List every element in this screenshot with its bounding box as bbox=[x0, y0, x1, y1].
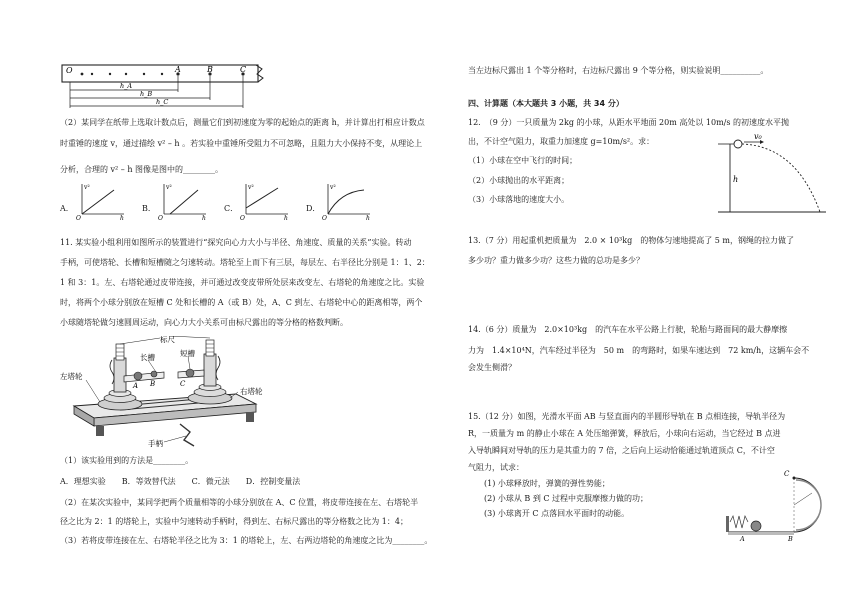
graph-b-origin: O bbox=[158, 215, 163, 220]
q11-line5: 小球随塔轮做匀速圆周运动，向心力大小关系可由标尺露出的等分格的格数判断。 bbox=[60, 318, 348, 327]
q15-line3: 入导轨瞬间对导轨的压力是其重力的 7 倍，之后向上运动恰能通过轨道顶点 C，不计空 bbox=[468, 446, 775, 455]
q11-part1: （1）该实验用到的方法是________。 bbox=[60, 456, 194, 465]
q14-line3: 会发生侧滑？ bbox=[468, 363, 516, 372]
graph-option-a-label: A． bbox=[60, 204, 74, 213]
graph-option-c-label: C． bbox=[224, 204, 239, 213]
q15-line1: 15.（12 分）如图，光滑水平面 AB 与竖直面内的半圆形导轨在 B 点相连接，导轨半径为 bbox=[468, 412, 786, 421]
label-a: A bbox=[133, 382, 139, 390]
graph-options bbox=[60, 182, 370, 222]
q15-part3: (3) 小球离开 C 点落回水平面时的动能。 bbox=[484, 509, 630, 518]
graph-b-xlabel: h bbox=[202, 215, 206, 220]
spring bbox=[730, 516, 748, 528]
graph-c-ylabel: v² bbox=[248, 184, 254, 191]
graph-d-ylabel: v² bbox=[330, 184, 336, 191]
graph-option-b-label: B． bbox=[142, 204, 156, 213]
graph-d-plot bbox=[322, 182, 372, 220]
label-right-wheel: 右塔轮 bbox=[240, 387, 263, 396]
q11-line3: 1 和 3：1。左、右塔轮通过皮带连接，并可通过改变皮带所处层来改变左、右塔轮的角速度之比。实验 bbox=[60, 278, 425, 287]
q12-line1: 12. （9 分）一只质量为 2kg 的小球，从距水平地面 20m 高处以 10m/s 的初速度水平抛 bbox=[468, 118, 790, 127]
tape-dim-ha: h_A bbox=[120, 82, 133, 90]
graph-d-xlabel: h bbox=[366, 215, 370, 220]
tape-dim-hc: h_C bbox=[156, 98, 169, 106]
label-left-wheel: 左塔轮 bbox=[60, 372, 83, 381]
q12-part3: （3）小球落地的速度大小。 bbox=[468, 195, 570, 204]
label-v0: v₀ bbox=[754, 132, 762, 141]
tape-label-o: O bbox=[66, 66, 73, 75]
carry-over-text: 当左边标尺露出 1 个等分格时，右边标尺露出 9 个等分格，则实验说明__________。 bbox=[468, 66, 769, 75]
semicircle-track bbox=[794, 478, 821, 532]
graph-a-xlabel: h bbox=[120, 215, 124, 220]
ball bbox=[734, 140, 742, 148]
tape-torn-end bbox=[256, 65, 263, 82]
q15-part2: (2) 小球从 B 到 C 过程中克服摩擦力做的功； bbox=[484, 494, 649, 503]
tape-label-a: A bbox=[175, 65, 181, 74]
graph-b-plot bbox=[158, 182, 208, 220]
graph-a-plot bbox=[76, 182, 126, 220]
graph-d-origin: O bbox=[322, 215, 327, 220]
q11-line2: 手柄，可使塔轮、长槽和短槽随之匀速转动。塔轮至上而下有三层，每层左、右半径比分别是 1：1、2： bbox=[60, 258, 430, 267]
label-b-point: B bbox=[788, 535, 793, 542]
label-c-point: C bbox=[784, 470, 790, 478]
q15-part1: (1) 小球释放时，弹簧的弹性势能； bbox=[484, 479, 610, 488]
tape-dim-hb: h_B bbox=[140, 90, 153, 98]
q15-line2: R，一质量为 m 的静止小球在 A 处压缩弹簧，释放后，小球向右运动，当它经过 B 点进 bbox=[468, 429, 781, 438]
graph-c-plot bbox=[240, 182, 290, 220]
q11-part1-options: A．理想实验 B．等效替代法 C．微元法 D．控制变量法 bbox=[60, 477, 301, 486]
q14-line2: 力为 1.4×10⁴N，汽车经过半径为 50 m 的弯路时，如果车速达到 72 km/h，这辆车会不 bbox=[468, 346, 810, 355]
q12-part2: （2）小球抛出的水平距离； bbox=[468, 176, 570, 185]
q11-part2-line1: （2）在某次实验中，某同学把两个质量相等的小球分别放在 A、C 位置，将皮带连接在左、右塔轮半 bbox=[60, 498, 419, 507]
section-4-title: 四、计算题（本大题共 3 小题，共 34 分） bbox=[468, 99, 624, 108]
label-a-point: A bbox=[740, 535, 745, 542]
q12-line2: 出，不计空气阻力，取重力加速度 g=10m/s²。求： bbox=[468, 137, 655, 146]
q14-line1: 14.（6 分）质量为 2.0×10³kg 的汽车在水平公路上行驶，轮胎与路面间的最大静摩擦 bbox=[468, 325, 788, 334]
projectile-figure bbox=[716, 132, 828, 216]
graph-a-ylabel: v² bbox=[84, 184, 90, 191]
q11-part2-line2: 径之比为 2：1 的塔轮上，实验中匀速转动手柄时，得到左、右标尺露出的等分格数之比为 1：4； bbox=[60, 517, 408, 526]
trajectory bbox=[742, 144, 820, 212]
graph-option-d-label: D． bbox=[306, 204, 321, 213]
graph-b-ylabel: v² bbox=[166, 184, 172, 191]
ball-c bbox=[186, 369, 194, 377]
label-short-slot: 短槽 bbox=[180, 349, 195, 358]
graph-c-xlabel: h bbox=[284, 215, 288, 220]
q11-part3: （3）若将皮带连接在左、右塔轮半径之比为 3：1 的塔轮上，左、右两边塔轮的角速度之比为________。 bbox=[60, 536, 433, 545]
label-c: C bbox=[180, 380, 186, 388]
q15-line4: 气阻力，试求： bbox=[468, 463, 524, 472]
label-ruler: 标尺 bbox=[160, 336, 175, 344]
q10-part2-line2: 时重锤的速度 v，通过描绘 v² – h 。若实验中重锤所受阻力不可忽略，且阻力大小保持不变，从理论上 bbox=[60, 139, 423, 148]
graph-a-origin: O bbox=[76, 215, 81, 220]
hand-crank bbox=[180, 424, 194, 446]
label-h: h bbox=[733, 175, 739, 184]
ball-a bbox=[134, 372, 142, 380]
q13-line1: 13.（7 分）用起重机把质量为 2.0 × 10³kg 的物体匀速地提高了 5 m，钢绳的拉力做了 bbox=[468, 236, 794, 245]
q10-part2-line3: 分析，合理的 v² – h 图像是图中的________。 bbox=[60, 165, 224, 174]
q12-part1: （1）小球在空中飞行的时间； bbox=[468, 156, 578, 165]
q11-line1: 11. 某实验小组利用如图所示的装置进行“探究向心力大小与半径、角速度、质量的关系”实验。转动 bbox=[60, 238, 412, 247]
paper-tape-figure bbox=[60, 62, 270, 114]
label-b: B bbox=[150, 380, 156, 388]
q13-line2: 多少功？重力做多少功？这些力做的总功是多少？ bbox=[468, 256, 644, 265]
ball bbox=[751, 521, 761, 531]
tape-label-c: C bbox=[240, 65, 247, 74]
q11-line4: 时，将两个小球分别放在短槽 C 处和长槽的 A（或 B）处，A、C 到左、右塔轮中心的距离相等，两个 bbox=[60, 298, 423, 307]
tape-label-b: B bbox=[207, 65, 213, 74]
label-handle: 手柄 bbox=[148, 439, 163, 448]
q10-part2-line1: （2）某同学在纸带上选取计数点后，测量它们到初速度为零的起始点的距离 h，并计算出打相应计数点 bbox=[60, 118, 425, 127]
loop-track-figure bbox=[720, 462, 824, 542]
label-long-slot: 长槽 bbox=[140, 353, 155, 362]
graph-c-origin: O bbox=[240, 215, 245, 220]
long-slot bbox=[124, 372, 164, 382]
centripetal-apparatus-figure bbox=[60, 336, 310, 448]
